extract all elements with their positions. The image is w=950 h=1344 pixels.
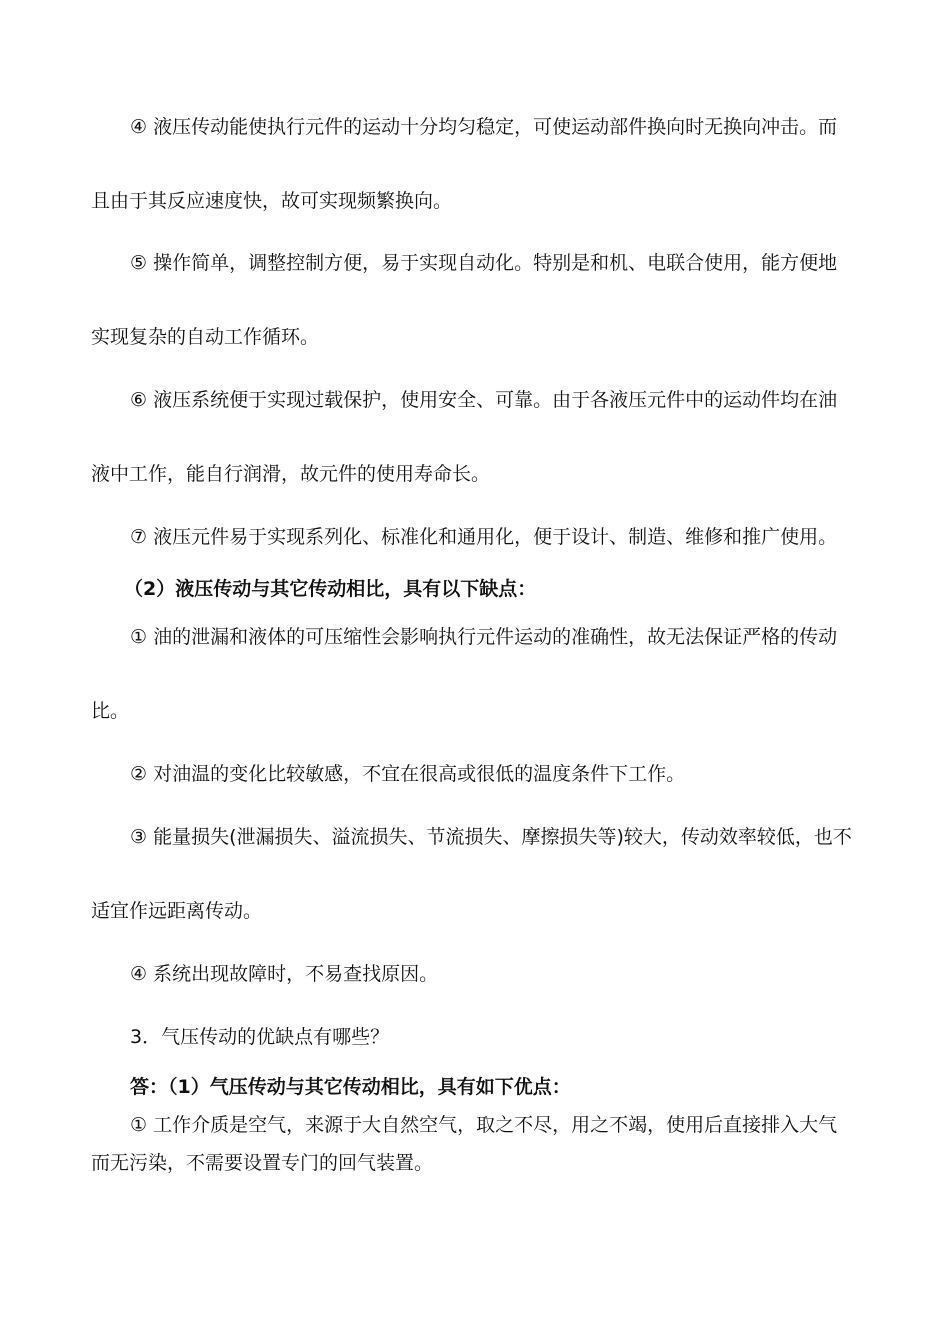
paragraph-line: ① 工作介质是空气，来源于大自然空气，取之不尽，用之不竭，使用后直接排入大气 xyxy=(130,1114,838,1136)
question-heading: 3．气压传动的优缺点有哪些？ xyxy=(130,1026,390,1048)
paragraph-line: ⑤ 操作简单，调整控制方便，易于实现自动化。特别是和机、电联合使用，能方便地 xyxy=(130,252,838,274)
paragraph-line: 且由于其反应速度快，故可实现频繁换向。 xyxy=(91,190,453,212)
paragraph-line: ⑥ 液压系统便于实现过载保护，使用安全、可靠。由于各液压元件中的运动件均在油 xyxy=(130,389,838,411)
paragraph-line: ④ 液压传动能使执行元件的运动十分均匀稳定，可使运动部件换向时无换向冲击。而 xyxy=(130,116,838,138)
paragraph-line: ③ 能量损失(泄漏损失、溢流损失、节流损失、摩擦损失等)较大，传动效率较低，也不 xyxy=(130,826,852,848)
paragraph-line: ① 油的泄漏和液体的可压缩性会影响执行元件运动的准确性，故无法保证严格的传动 xyxy=(130,626,838,648)
paragraph-line: ④ 系统出现故障时，不易查找原因。 xyxy=(130,963,439,985)
section-heading: （2）液压传动与其它传动相比，具有以下缺点： xyxy=(124,578,537,600)
paragraph-line: 液中工作，能自行润滑，故元件的使用寿命长。 xyxy=(91,463,491,485)
answer-heading: 答：（1）气压传动与其它传动相比，具有如下优点： xyxy=(130,1076,571,1098)
paragraph-line: 适宜作远距离传动。 xyxy=(91,900,263,922)
paragraph-line: ② 对油温的变化比较敏感，不宜在很高或很低的温度条件下工作。 xyxy=(130,763,686,785)
paragraph-line: 比。 xyxy=(91,700,130,722)
paragraph-line: ⑦ 液压元件易于实现系列化、标准化和通用化，便于设计、制造、维修和推广使用。 xyxy=(130,526,838,548)
paragraph-line: 而无污染，不需要设置专门的回气装置。 xyxy=(91,1152,434,1174)
paragraph-line: 实现复杂的自动工作循环。 xyxy=(91,326,320,348)
